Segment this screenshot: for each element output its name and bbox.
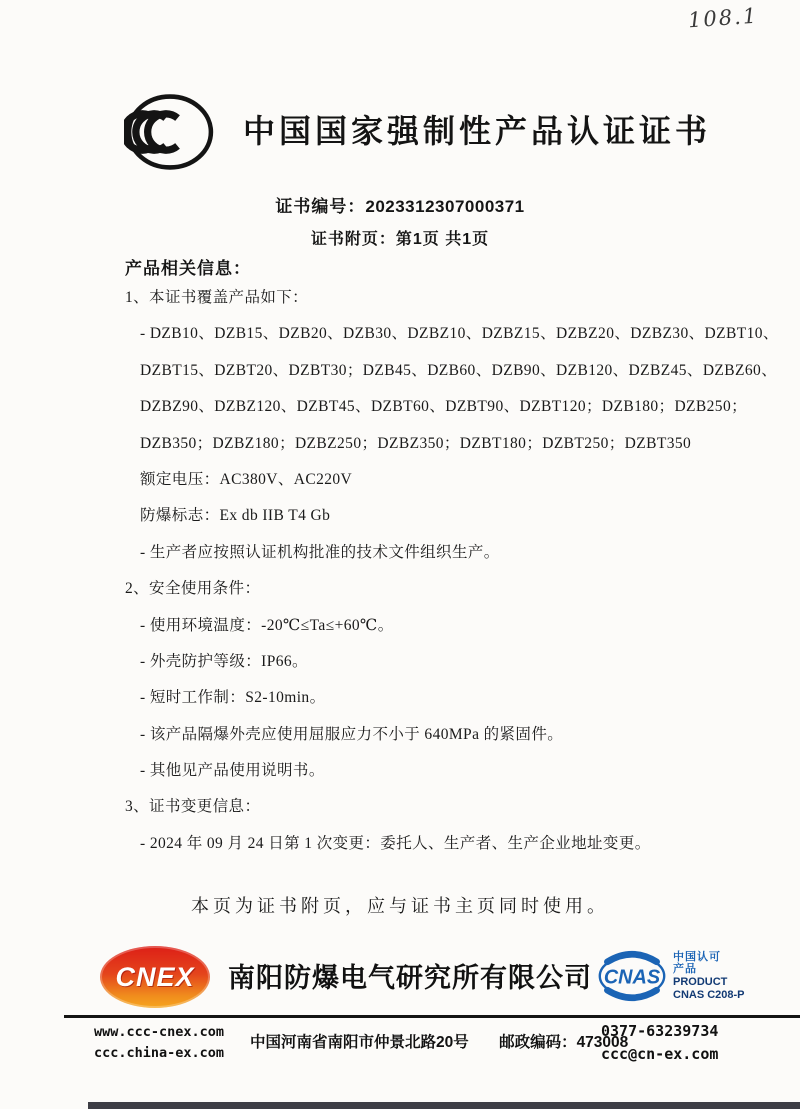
postal-code: 邮政编码：473008 (499, 1034, 629, 1051)
contact-bar (0, 1020, 800, 1068)
cnas-caption-line: PRODUCT (673, 976, 728, 988)
product-info-heading: 产品相关信息： (125, 259, 251, 278)
body-line: - DZB10、DZB15、DZB20、DZB30、DZBZ10、DZBZ15、DZBZ20、DZBZ30、DZBT10、 (140, 325, 779, 343)
body-line: 额定电压：AC380V、AC220V (140, 470, 353, 488)
contact-phone-email (601, 1020, 718, 1065)
website-links (94, 1022, 224, 1064)
attach-page-label: 证书附页： (310, 231, 396, 248)
body-line: 1、本证书覆盖产品如下： (125, 289, 309, 306)
body-line: - 短时工作制：S2-10min。 (140, 689, 326, 707)
certificate-number-label: 证书编号： (275, 197, 366, 216)
body-line: 3、证书变更信息： (125, 798, 261, 816)
body-line: - 2024 年 09 月 24 日第 1 次变更：委托人、生产者、生产企业地址变更。 (140, 834, 651, 852)
address-text: 中国河南省南阳市仲景北路20号 (250, 1034, 469, 1051)
cnas-accreditation-mark (596, 944, 745, 1008)
body-line: - 生产者应按照认证机构批准的技术文件组织生产。 (140, 543, 500, 561)
svg-text:CNAS: CNAS (603, 966, 661, 989)
body-line: 防爆标志：Ex db IIB T4 Gb (140, 507, 331, 525)
body-line: DZBT15、DZBT20、DZBT30；DZB45、DZB60、DZB90、DZB120、DZBZ45、DZBZ60、 (140, 361, 778, 379)
cnas-logo-icon (596, 944, 668, 1008)
body-line: 2、安全使用条件： (125, 580, 261, 598)
body-line: - 外壳防护等级：IP66。 (140, 652, 308, 670)
certificate-number-line (0, 192, 800, 217)
footer-divider (64, 1015, 800, 1018)
issuer-company-name: 南阳防爆电气研究所有限公司 (228, 963, 592, 993)
cnex-logo-icon (100, 946, 210, 1008)
cnex-logo-text: CNEX (115, 961, 195, 992)
issuer-address (250, 1030, 628, 1052)
attachment-footnote: 本页为证书附页，应与证书主页同时使用。 (191, 896, 609, 916)
certificate-attach-line (0, 226, 800, 249)
website-link: ccc.china-ex.com (94, 1044, 225, 1061)
footer-logo-row (0, 942, 800, 1014)
certificate-body (125, 280, 779, 862)
body-line: - 其他见产品使用说明书。 (140, 762, 325, 780)
cnas-caption-line: 中国认可 (673, 950, 721, 963)
page-title: 中国国家强制性产品认证证书 (243, 113, 712, 149)
website-link: www.ccc-cnex.com (94, 1024, 225, 1040)
certificate-header (0, 92, 800, 172)
handwritten-annotation: 108.1 (687, 3, 759, 33)
attach-page-value: 第1页 共1页 (395, 231, 490, 248)
phone-number: 0377-63239734 (601, 1022, 719, 1040)
body-line: DZB350；DZBZ180；DZBZ250；DZBZ350；DZBT180；DZBT250；DZBT350 (140, 434, 692, 452)
scan-edge-band (88, 1102, 800, 1109)
body-line: - 使用环境温度：-20℃≤Ta≤+60℃。 (140, 616, 394, 634)
cnas-caption (673, 951, 745, 1002)
cnas-caption-line: CNAS C208-P (673, 988, 745, 1001)
certificate-number-value: 2023312307000371 (365, 197, 525, 216)
cnas-caption-line: 产品 (673, 963, 697, 976)
body-line: DZBZ90、DZBZ120、DZBT45、DZBT60、DZBT90、DZBT120；DZB180；DZB250； (140, 398, 748, 416)
ccc-logo-icon (124, 92, 216, 172)
body-line: - 该产品隔爆外壳应使用屈服应力不小于 640MPa 的紧固件。 (140, 725, 564, 743)
email-address: ccc@cn-ex.com (601, 1044, 719, 1063)
